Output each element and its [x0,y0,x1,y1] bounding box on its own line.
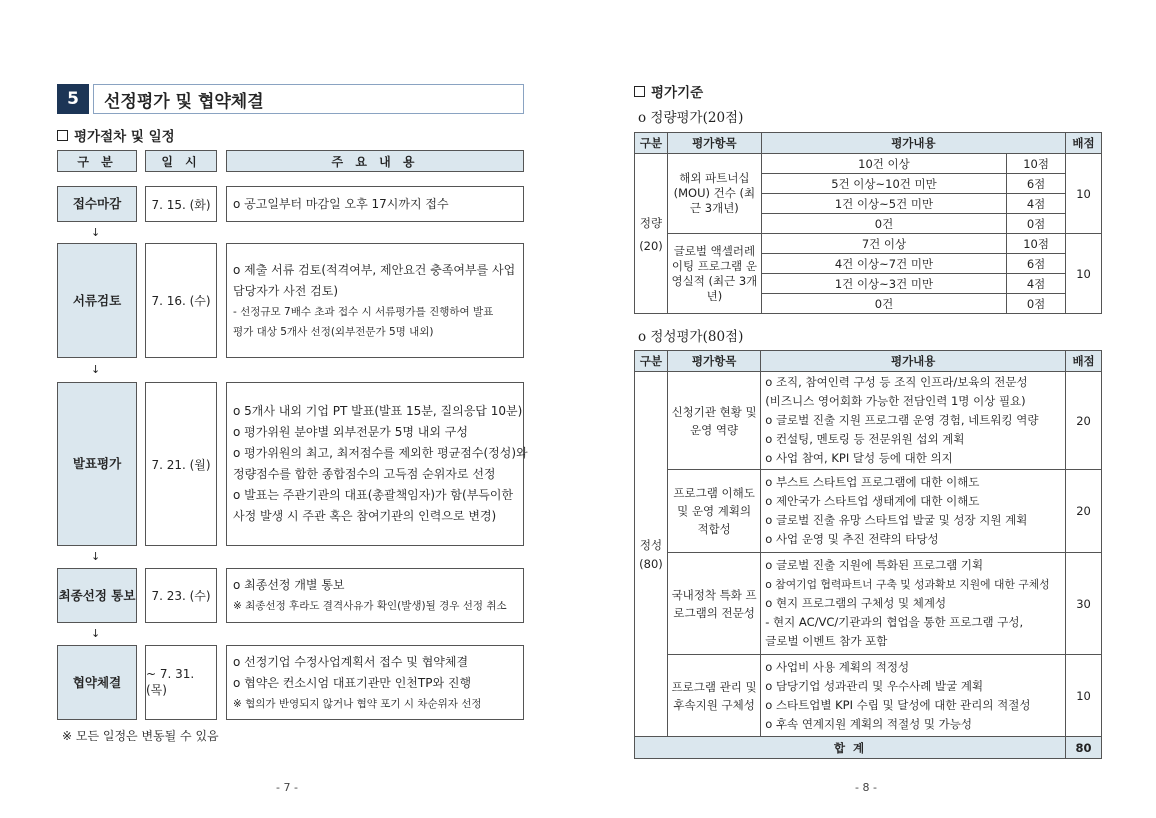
qual-item-content [761,470,1066,553]
quant-title: o 정량평가(20점) [638,110,744,126]
quant-category [635,154,668,314]
quant-item: 해외 파트너십 (MOU) 건수 (최근 3개년) [667,154,761,234]
content-line: ※ 협의가 반영되지 않거나 협약 포기 시 차순위자 선정 [233,697,482,710]
content-line: o 평가위원 분야별 외부전문가 5명 내외 구성 [233,425,468,439]
qual-line: o 제안국가 스타트업 생태계에 대한 이해도 [765,494,980,508]
criteria-subheading [634,81,703,101]
quant-table [634,132,1102,314]
quant-header-score: 배점 [1066,133,1102,154]
quant-row-content: 1건 이상~3건 미만 [761,274,1006,294]
checkbox-square-icon [634,86,645,97]
qual-line: (비즈니스 영어회화 가능한 전담인력 1명 이상 필요) [765,394,1026,408]
content-line: 평가 대상 5개사 선정(외부전문가 5명 내외) [233,325,434,338]
qual-category-score: (80) [639,557,663,571]
quant-row-points: 0점 [1007,294,1066,314]
qual-line: - 현지 AC/VC/기관과의 협업을 통한 프로그램 구성, [765,615,1024,629]
header-date: 일 시 [145,150,217,172]
quant-item: 글로벌 액셀러레이팅 프로그램 운영실적 (최근 3개년) [667,234,761,314]
qual-item: 신청기관 현황 및 운영 역량 [667,372,760,470]
quant-row-content: 10건 이상 [761,154,1006,174]
stage-date: 7. 15. (화) [145,186,217,222]
qual-line: o 현지 프로그램의 구체성 및 체계성 [765,596,947,610]
qual-item-score: 10 [1066,655,1102,737]
content-line: - 선정규모 7배수 초과 접수 시 서류평가를 진행하여 발표 [233,305,494,318]
quant-category-score: (20) [639,238,663,253]
criteria-subheading-text: 평가기준 [651,85,704,101]
section-title: 선정평가 및 협약체결 [93,84,524,114]
schedule-subheading-text: 평가절차 및 일정 [74,129,175,145]
quant-item-score: 10 [1066,154,1102,234]
stage-final-selection: 최종선정 통보 [57,568,137,623]
qual-line: o 글로벌 진출 지원에 특화된 프로그램 기획 [765,558,984,572]
qual-line: o 글로벌 진출 지원 프로그램 운영 경험, 네트워킹 역량 [765,413,1039,427]
quant-row-content: 0건 [761,294,1006,314]
quant-row-points: 4점 [1007,274,1066,294]
stage-agreement: 협약체결 [57,645,137,720]
quant-row-content: 0건 [761,214,1006,234]
stage-presentation-evaluation: 발표평가 [57,382,137,546]
qual-item-content [761,553,1066,655]
stage-date: 7. 21. (월) [145,382,217,546]
stage-date: 7. 16. (수) [145,243,217,358]
qual-header-category: 구분 [635,351,668,372]
qual-item-score: 30 [1066,553,1102,655]
arrow-down-icon: ↓ [91,550,101,563]
qual-line: o 컨설팅, 멘토링 등 전문위원 섭외 계획 [765,432,965,446]
checkbox-square-icon [57,130,68,141]
page-number-right: - 8 - [855,781,877,794]
stage-content [226,382,528,546]
content-line: o 평가위원의 최고, 최저점수를 제외한 평균점수(정성)와 [233,446,528,460]
quant-row-content: 1건 이상~5건 미만 [761,194,1006,214]
stage-date: ~ 7. 31. (목) [145,645,217,720]
arrow-down-icon: ↓ [91,627,101,640]
content-line: ※ 최종선정 후라도 결격사유가 확인(발생)될 경우 선정 취소 [233,600,507,612]
qual-line: o 참여기업 협력파트너 구축 및 성과확보 지원에 대한 구체성 [765,578,1050,591]
stage-date: 7. 23. (수) [145,568,217,623]
stage-document-review: 서류검토 [57,243,137,358]
schedule-subheading [57,125,175,145]
quant-row-points: 6점 [1007,174,1066,194]
stage-receipt-deadline: 접수마감 [57,186,137,222]
quant-category-label: 정량 [639,215,663,230]
stage-content [226,186,524,222]
qual-line: o 후속 연계지원 계획의 적절성 및 가능성 [765,716,972,731]
stage-content [226,645,524,720]
quant-header-category: 구분 [635,133,668,154]
qual-header-content: 평가내용 [761,351,1066,372]
qual-table [634,350,1102,759]
qual-line: o 글로벌 진출 유망 스타트업 발굴 및 성장 지원 계획 [765,513,1028,527]
quant-row-content: 4건 이상~7건 미만 [761,254,1006,274]
qual-category [635,372,668,737]
qual-line: o 스타트업별 KPI 수립 및 달성에 대한 관리의 적절성 [765,697,1031,712]
qual-line: o 조직, 참여인력 구성 등 조직 인프라/보육의 전문성 [765,375,1028,389]
content-line: 정량점수를 합한 종합점수의 고득점 순위자로 선정 [233,467,496,481]
qual-line: o 담당기업 성과관리 및 우수사례 발굴 계획 [765,678,984,693]
content-line: o 5개사 내외 기업 PT 발표(발표 15분, 질의응답 10분) [233,404,523,418]
qual-item-content [761,655,1066,737]
content-line: o 공고일부터 마감일 오후 17시까지 접수 [233,196,449,211]
section-number: 5 [57,84,89,114]
page-number-left: - 7 - [276,781,298,794]
quant-row-points: 4점 [1007,194,1066,214]
qual-line: o 부스트 스타트업 프로그램에 대한 이해도 [765,475,980,489]
quant-row-points: 10점 [1007,234,1066,254]
qual-item: 프로그램 관리 및 후속지원 구체성 [667,655,760,737]
qual-item-score: 20 [1066,372,1102,470]
content-line: 사정 발생 시 주관 혹은 참여기관의 인력으로 변경) [233,509,497,523]
quant-row-content: 5건 이상~10건 미만 [761,174,1006,194]
arrow-down-icon: ↓ [91,363,101,376]
quant-header-item: 평가항목 [667,133,761,154]
qual-title: o 정성평가(80점) [638,329,744,345]
content-line: o 최종선정 개별 통보 [233,578,345,592]
qual-item-content [761,372,1066,470]
quant-header-content: 평가내용 [761,133,1065,154]
qual-header-item: 평가항목 [667,351,760,372]
qual-line: o 사업 운영 및 추진 전략의 타당성 [765,532,939,546]
content-line: o 협약은 컨소시엄 대표기관만 인천TP와 진행 [233,675,472,690]
quant-item-score: 10 [1066,234,1102,314]
header-category: 구 분 [57,150,137,172]
qual-item: 국내정착 특화 프로그램의 전문성 [667,553,760,655]
qual-line: o 사업 참여, KPI 달성 등에 대한 의지 [765,451,953,465]
qual-line: o 사업비 사용 계획의 적정성 [765,659,910,674]
quant-row-points: 0점 [1007,214,1066,234]
content-line: o 제출 서류 검토(적격여부, 제안요건 충족여부를 사업 [233,262,516,277]
content-line: o 선정기업 수정사업계획서 접수 및 협약체결 [233,654,469,669]
content-line: 담당자가 사전 검토) [233,283,339,298]
qual-category-label: 정성 [639,538,663,552]
quant-row-points: 10점 [1007,154,1066,174]
stage-content [226,243,524,358]
qual-header-score: 배점 [1066,351,1102,372]
total-label: 합 계 [635,737,1066,759]
stage-content [226,568,524,623]
qual-item-score: 20 [1066,470,1102,553]
qual-line: 글로벌 이벤트 참가 포함 [765,634,888,648]
quant-row-points: 6점 [1007,254,1066,274]
quant-row-content: 7건 이상 [761,234,1006,254]
arrow-down-icon: ↓ [91,226,101,239]
header-content: 주 요 내 용 [226,150,524,172]
qual-item: 프로그램 이해도 및 운영 계획의 적합성 [667,470,760,553]
content-line: o 발표는 주관기관의 대표(총괄책임자)가 함(부득이한 [233,488,514,502]
schedule-note: ※ 모든 일정은 변동될 수 있음 [62,729,219,743]
total-score: 80 [1066,737,1102,759]
